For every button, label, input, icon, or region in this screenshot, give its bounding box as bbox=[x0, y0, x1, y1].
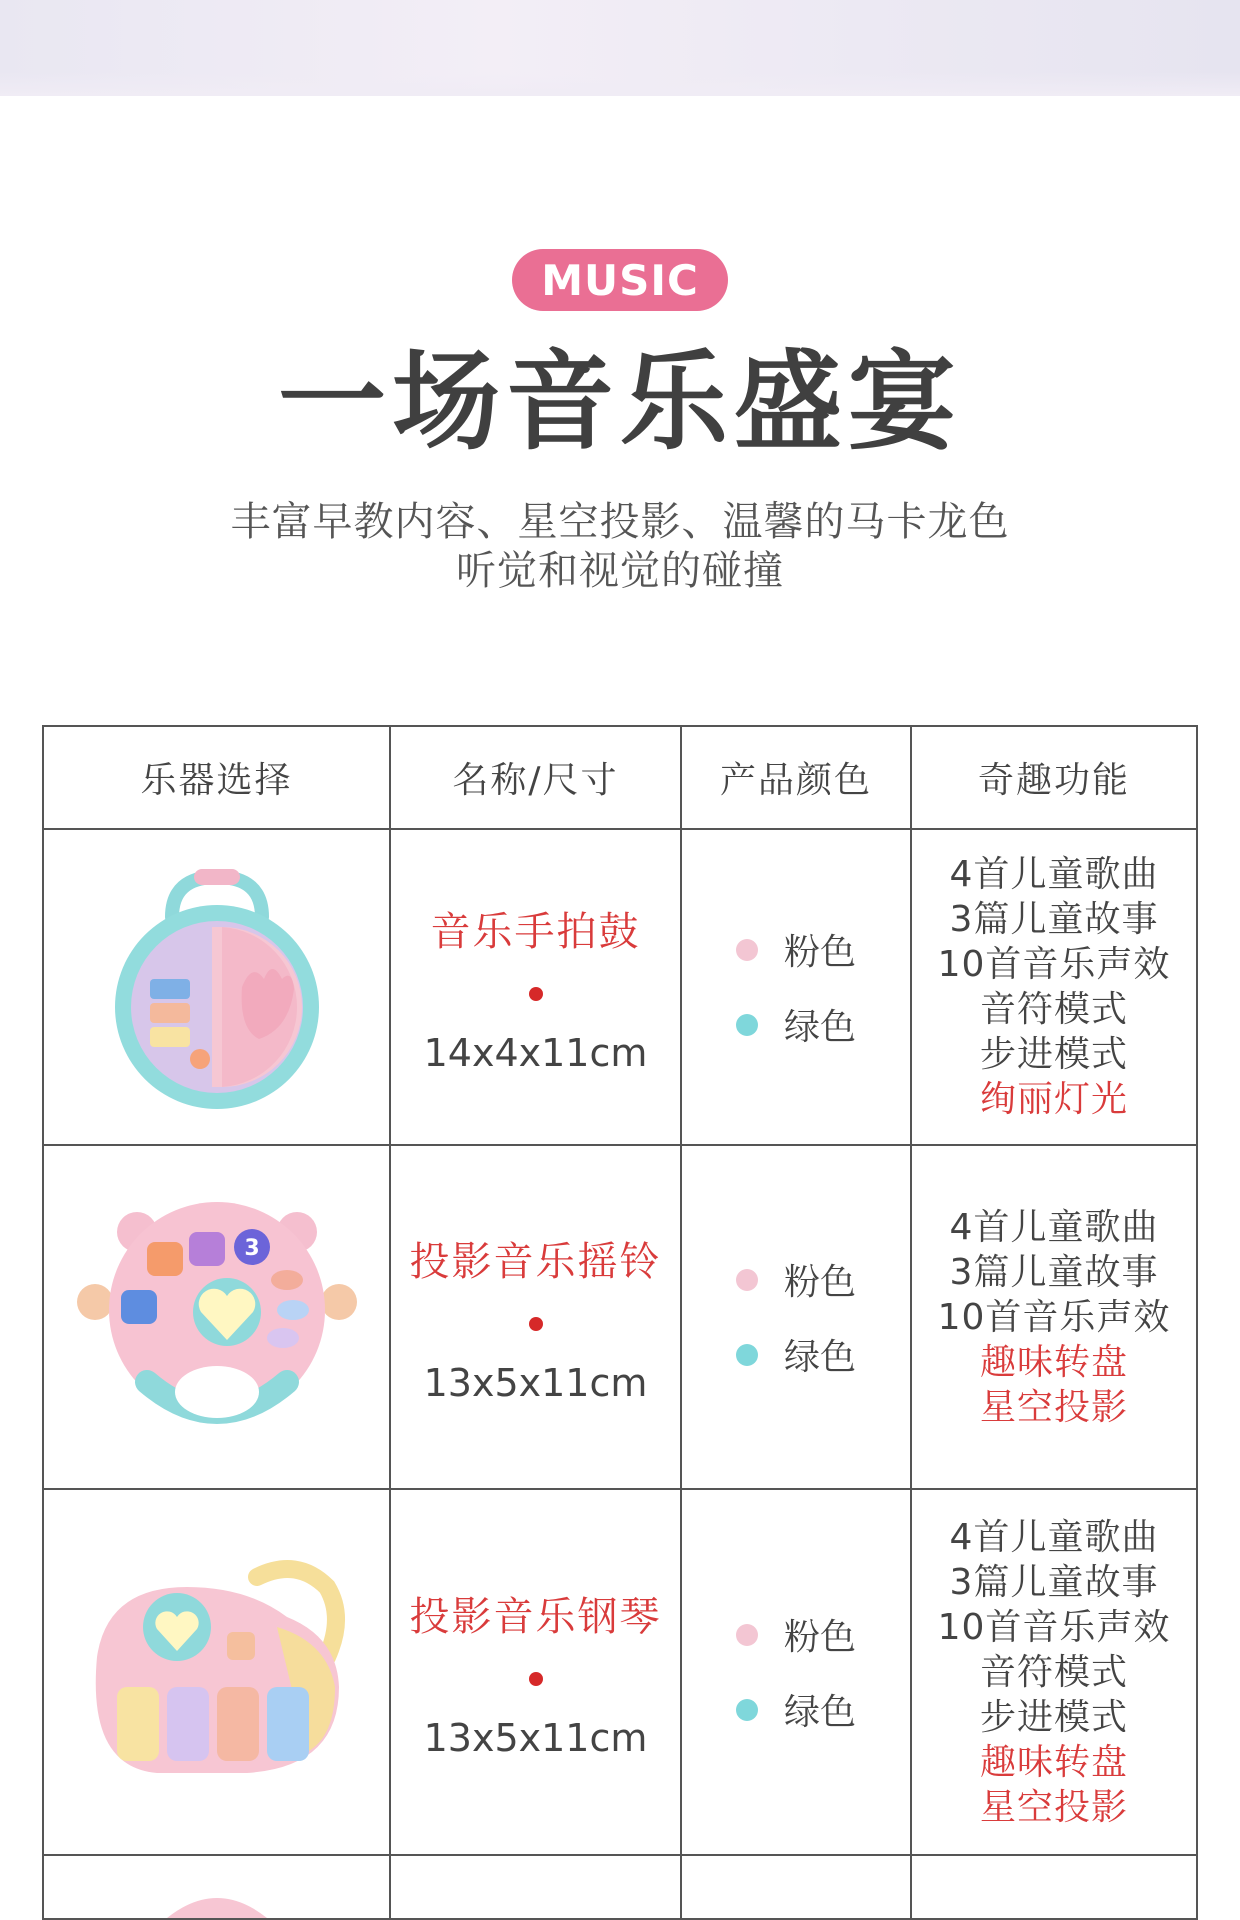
header-instrument: 乐器选择 bbox=[44, 727, 391, 828]
color-option-green bbox=[736, 1329, 856, 1380]
name-size-cell bbox=[391, 1146, 682, 1488]
product-table bbox=[42, 725, 1198, 1920]
feature-item-highlight: 星空投影 bbox=[979, 1386, 1128, 1428]
feature-item: 4首儿童歌曲 bbox=[949, 854, 1159, 895]
name-size-cell bbox=[391, 1856, 682, 1918]
color-option-pink bbox=[736, 924, 856, 975]
color-label: 绿色 bbox=[783, 1692, 856, 1733]
feature-cell bbox=[912, 1856, 1196, 1918]
product-image-cell bbox=[44, 1490, 391, 1854]
page-title: 一场音乐盛宴 bbox=[277, 340, 962, 465]
table-row bbox=[44, 1856, 1196, 1918]
header-name-size: 名称/尺寸 bbox=[391, 727, 682, 828]
piano-toy-icon bbox=[77, 1547, 357, 1797]
subtitle-line-2: 听觉和视觉的碰撞 bbox=[456, 548, 784, 594]
feature-item: 4首儿童歌曲 bbox=[949, 1206, 1159, 1248]
color-option-green bbox=[736, 999, 856, 1050]
teal-dot-icon bbox=[736, 1344, 758, 1366]
feature-item: 步进模式 bbox=[979, 1696, 1128, 1738]
feature-item: 3篇儿童故事 bbox=[949, 1561, 1159, 1603]
product-size: 14x4x11cm bbox=[423, 1030, 648, 1075]
table-row bbox=[44, 1146, 1196, 1490]
color-label: 绿色 bbox=[783, 1337, 856, 1378]
drum-toy-icon bbox=[102, 857, 332, 1117]
feature-item-highlight: 绚丽灯光 bbox=[979, 1079, 1128, 1120]
product-name: 音乐手拍鼓 bbox=[430, 908, 641, 955]
svg-text:3: 3 bbox=[243, 1236, 260, 1261]
feature-item-highlight: 趣味转盘 bbox=[979, 1341, 1128, 1383]
name-size-cell bbox=[391, 1490, 682, 1854]
color-option-pink bbox=[736, 1254, 856, 1305]
tambourine-toy-icon bbox=[77, 1192, 357, 1442]
product-image-cell bbox=[44, 1856, 391, 1918]
separator-dot bbox=[529, 987, 543, 1001]
feature-item: 3篇儿童故事 bbox=[949, 1251, 1159, 1293]
feature-item: 10首音乐声效 bbox=[937, 1296, 1171, 1338]
table-row bbox=[44, 1490, 1196, 1856]
feature-item: 4首儿童歌曲 bbox=[949, 1516, 1159, 1558]
feature-item: 音符模式 bbox=[979, 1651, 1128, 1693]
pink-dot-icon bbox=[736, 1269, 758, 1291]
header-features: 奇趣功能 bbox=[977, 760, 1130, 801]
feature-item: 步进模式 bbox=[979, 1034, 1128, 1075]
product-name: 投影音乐摇铃 bbox=[409, 1238, 662, 1285]
separator-dot bbox=[529, 1317, 543, 1331]
product-name: 投影音乐钢琴 bbox=[409, 1593, 662, 1640]
top-banner-image bbox=[0, 0, 1240, 96]
name-size-cell bbox=[391, 830, 682, 1144]
color-option-green bbox=[736, 1684, 856, 1735]
feature-item: 10首音乐声效 bbox=[937, 1606, 1171, 1648]
header-color: 产品颜色 bbox=[682, 727, 912, 828]
feature-item: 3篇儿童故事 bbox=[949, 899, 1159, 940]
table-row bbox=[44, 830, 1196, 1146]
feature-item-highlight: 星空投影 bbox=[979, 1786, 1128, 1828]
teal-dot-icon bbox=[736, 1699, 758, 1721]
color-cell bbox=[682, 830, 912, 1144]
pink-dot-icon bbox=[736, 1624, 758, 1646]
color-label: 绿色 bbox=[783, 1007, 856, 1048]
feature-cell bbox=[912, 1146, 1196, 1488]
subtitle-line-1: 丰富早教内容、星空投影、温馨的马卡龙色 bbox=[230, 499, 1010, 545]
pink-dot-icon bbox=[736, 939, 758, 961]
product-size: 13x5x11cm bbox=[423, 1360, 648, 1405]
teal-dot-icon bbox=[736, 1014, 758, 1036]
table-header-row bbox=[44, 727, 1196, 830]
color-label: 粉色 bbox=[783, 1617, 856, 1658]
toy-image-partial bbox=[157, 1878, 277, 1918]
feature-cell bbox=[912, 830, 1196, 1144]
color-cell bbox=[682, 1856, 912, 1918]
color-cell bbox=[682, 1490, 912, 1854]
product-image-cell bbox=[44, 830, 391, 1144]
color-label: 粉色 bbox=[783, 932, 856, 973]
separator-dot bbox=[529, 1672, 543, 1686]
color-label: 粉色 bbox=[783, 1262, 856, 1303]
feature-item: 音符模式 bbox=[979, 989, 1128, 1030]
product-image-cell bbox=[44, 1146, 391, 1488]
feature-item: 10首音乐声效 bbox=[937, 944, 1171, 985]
feature-cell bbox=[912, 1490, 1196, 1854]
color-option-pink bbox=[736, 1609, 856, 1660]
music-badge: MUSIC bbox=[512, 249, 728, 311]
product-size: 13x5x11cm bbox=[423, 1715, 648, 1760]
feature-item-highlight: 趣味转盘 bbox=[979, 1741, 1128, 1783]
color-cell bbox=[682, 1146, 912, 1488]
